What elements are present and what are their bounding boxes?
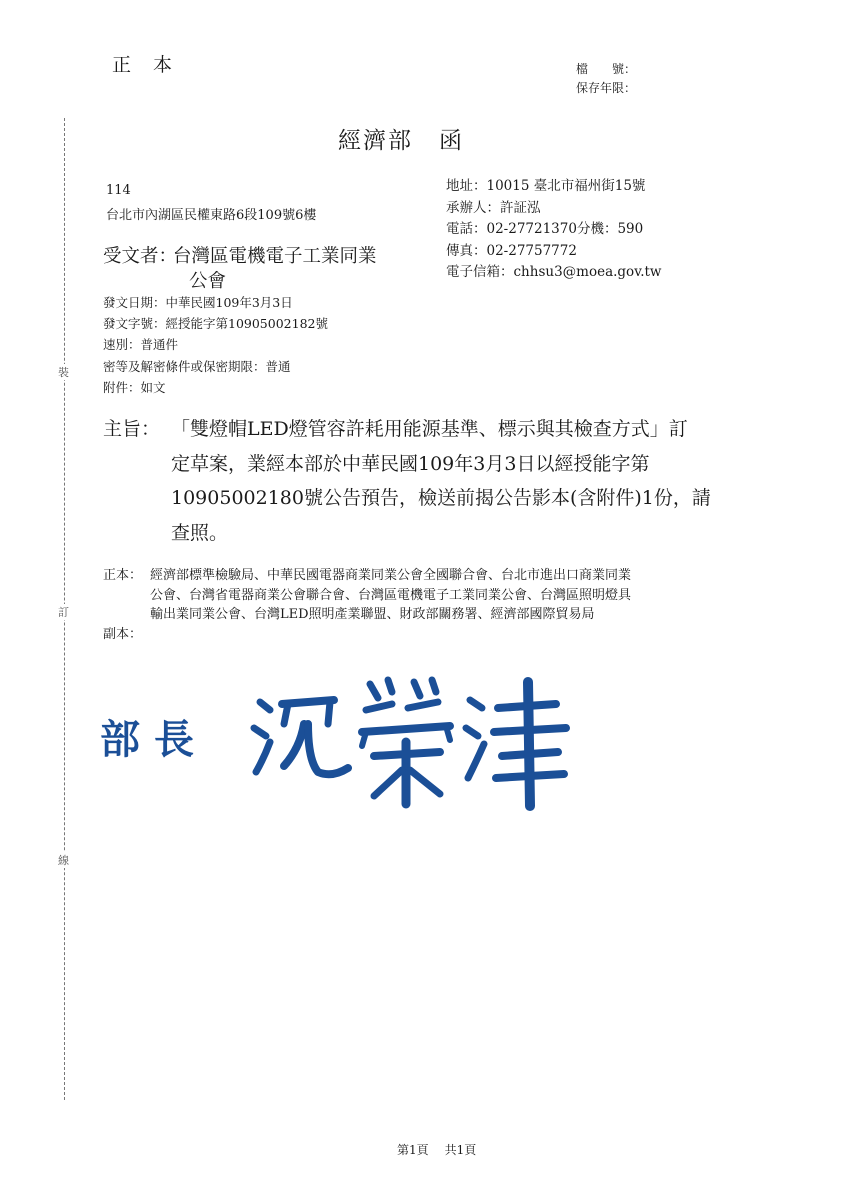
subject-line: 10905002180號公告預告，檢送前揭公告影本(含附件)1份，請 (171, 487, 711, 509)
total-pages: 共1頁 (444, 1143, 477, 1157)
classification: 密等及解密條件或保密期限：普通 (103, 358, 291, 374)
delivery-speed: 速別：普通件 (103, 337, 179, 353)
recipient-name-line1: 台灣區電機電子工業同業 (173, 246, 377, 267)
subject-line: 定草案，業經本部於中華民國109年3月3日以經授能字第 (171, 452, 650, 475)
subject-body (171, 412, 711, 550)
contact-phone: 電話：02-27721370分機：590 (446, 221, 644, 237)
title-agency: 經濟部 (338, 128, 413, 154)
contact-fax: 傳真：02-27757772 (446, 242, 577, 259)
file-number-label: 檔 號： (576, 62, 637, 76)
contact-email: 電子信箱：chhsu3@moea.gov.tw (446, 264, 662, 280)
street-address: 台北市內湖區民權東路6段109號6樓 (106, 208, 317, 223)
binding-char-zhuang: 裝 (58, 366, 69, 379)
subject-line: 查照。 (171, 521, 229, 544)
distribution-section (103, 566, 631, 644)
original-recipients-list (150, 566, 631, 625)
binding-char-xian: 線 (58, 854, 69, 867)
attachment: 附件：如文 (103, 379, 166, 395)
title-type: 函 (439, 128, 464, 154)
file-meta (576, 60, 636, 98)
contact-handler: 承辦人：許証泓 (446, 199, 541, 216)
page-footer (397, 1141, 476, 1158)
minister-title: 部長 (100, 716, 208, 763)
contact-address: 地址：10015 臺北市福州街15號 (446, 178, 646, 194)
postal-code: 114 (106, 183, 131, 198)
subject-section (103, 412, 711, 550)
issue-date: 發文日期：中華民國109年3月3日 (103, 295, 293, 310)
original-recipients-label: 正本： (103, 568, 143, 583)
subject-line: 「雙燈帽LED燈管容許耗用能源基準、標示與其檢查方式」訂 (171, 418, 688, 440)
subject-label: 主旨： (103, 418, 161, 440)
original-recipients-line: 經濟部標準檢驗局、中華民國電器商業同業公會全國聯合會、台北市進出口商業同業 (150, 568, 632, 583)
copy-mark: 正本 (112, 54, 195, 76)
reference-number: 發文字號：經授能字第10905002182號 (103, 316, 328, 332)
document-title (338, 122, 464, 155)
binding-char-ding: 訂 (58, 606, 69, 619)
copy-recipients-label: 副本： (103, 626, 143, 642)
original-recipients-line: 輸出業同業公會、台灣LED照明產業聯盟、財政部關務署、經濟部國際貿易局 (150, 607, 595, 622)
document-metadata (103, 292, 328, 398)
retention-label: 保存年限： (576, 81, 637, 95)
recipient-mailing-address (106, 178, 316, 228)
page-number: 第1頁 (397, 1143, 429, 1157)
original-recipients-line: 公會、台灣省電器商業公會聯合會、台灣區電機電子工業同業公會、台灣區照明燈具 (150, 587, 632, 603)
recipient-name-line2: 公會 (189, 271, 227, 292)
recipient-label: 受文者： (103, 246, 178, 267)
sender-contact-block (446, 176, 662, 284)
handwritten-signature (248, 674, 688, 814)
recipient (103, 244, 377, 294)
